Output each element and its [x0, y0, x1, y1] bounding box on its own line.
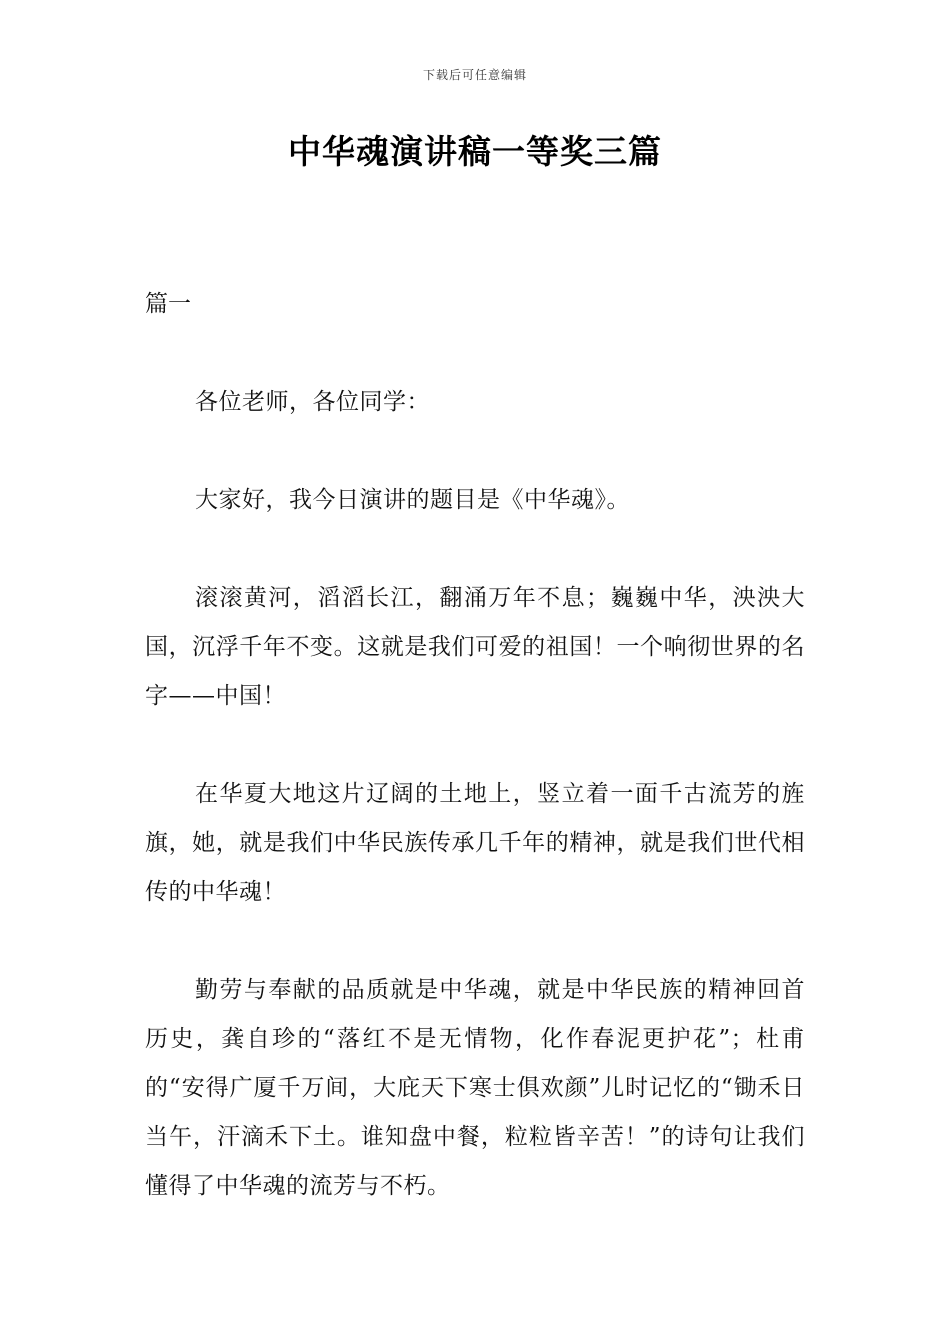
paragraph-banner: 在华夏大地这片辽阔的土地上，竖立着一面千古流芳的旌旗，她，就是我们中华民族传承几千年的精神，就是我们世代相传的中华魂！	[145, 781, 805, 905]
section-label: 篇一	[145, 291, 191, 317]
header-note: 下载后可任意编辑	[422, 68, 527, 82]
paragraph-rivers: 滚滚黄河，滔滔长江，翻涌万年不息；巍巍中华，泱泱大国，沉浮千年不变。这就是我们可爱的祖国！一个响彻世界的名字——中国！	[145, 585, 805, 709]
document-title: 中华魂演讲稿一等奖三篇	[288, 132, 662, 171]
paragraph-diligence: 勤劳与奉献的品质就是中华魂，就是中华民族的精神回首历史，龚自珍的“落红不是无情物，化作春泥更护花”；杜甫的“安得广厦千万间，大庇天下寒士俱欢颜”儿时记忆的“锄禾日当午，汗滴禾下土。谁知盘中餐，粒粒皆辛苦！”的诗句让我们懂得了中华魂的流芳与不朽。	[145, 977, 805, 1199]
document-body	[145, 378, 805, 1260]
paragraph-greeting: 各位老师，各位同学：	[195, 389, 430, 415]
paragraph-intro: 大家好，我今日演讲的题目是《中华魂》。	[195, 487, 630, 513]
